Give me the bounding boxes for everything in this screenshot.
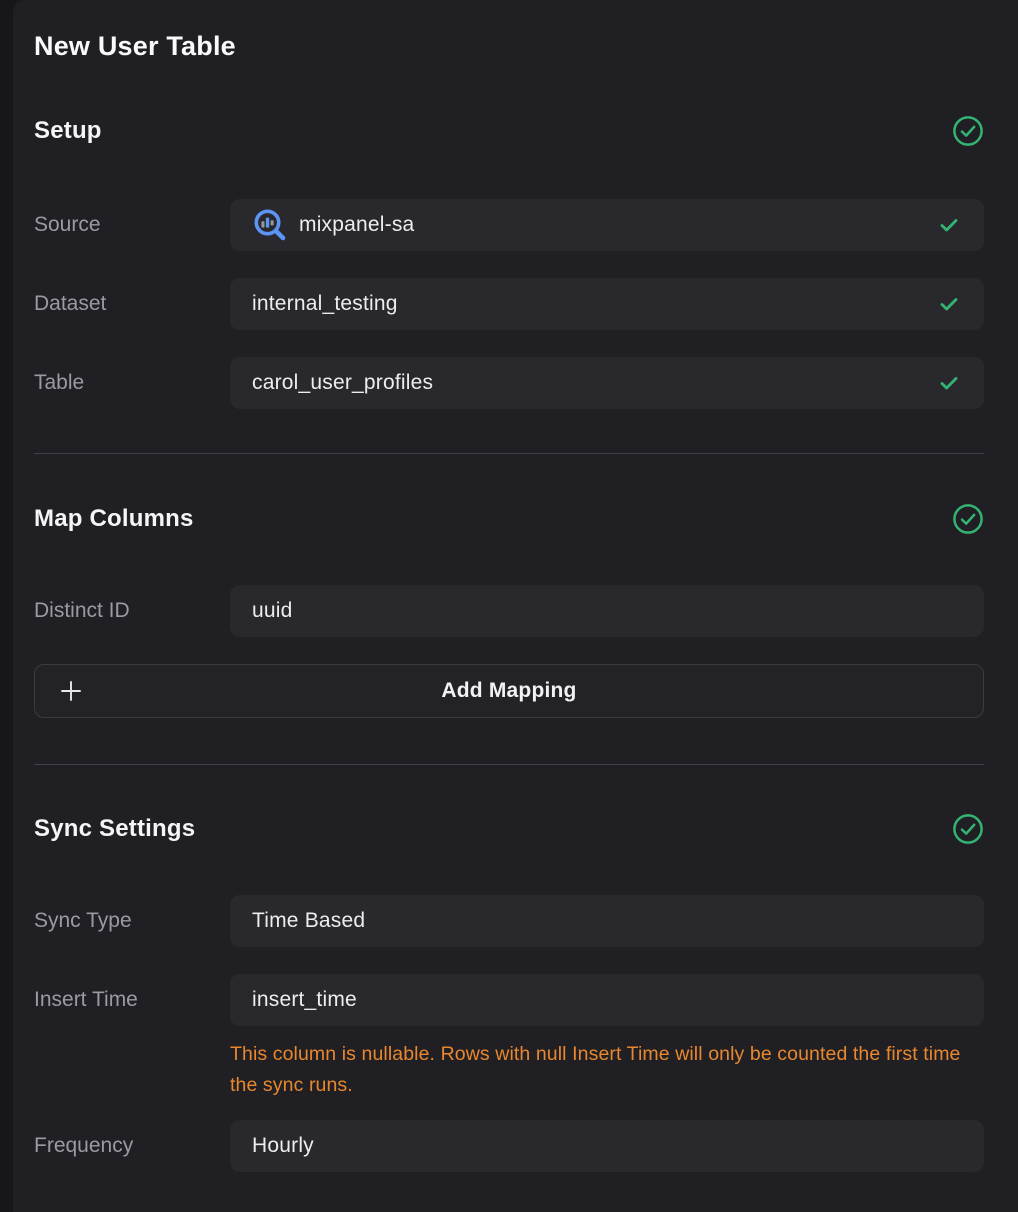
distinct-id-row: [34, 585, 984, 637]
check-circle-icon: [952, 115, 984, 147]
table-row: [34, 357, 984, 409]
insert-time-value: insert_time: [252, 988, 357, 1011]
insert-time-row: [34, 974, 984, 1026]
new-user-table-panel: [13, 0, 1018, 1212]
nullable-column-warning: This column is nullable. Rows with null Insert Time will only be counted the first time the sync runs.: [230, 1043, 961, 1096]
table-value: carol_user_profiles: [252, 371, 434, 394]
frequency-value: Hourly: [252, 1134, 314, 1157]
source-label: Source: [34, 213, 101, 236]
table-label: Table: [34, 371, 85, 394]
source-value: mixpanel-sa: [299, 213, 415, 236]
frequency-row: [34, 1120, 984, 1172]
map-columns-section-header: [34, 503, 984, 535]
table-field[interactable]: [230, 357, 984, 409]
section-divider: [34, 764, 984, 765]
frequency-field[interactable]: [230, 1120, 984, 1172]
sync-type-value: Time Based: [252, 909, 366, 932]
insert-time-label: Insert Time: [34, 988, 138, 1011]
dataset-label: Dataset: [34, 292, 107, 315]
check-icon: [938, 293, 960, 315]
dataset-row: [34, 278, 984, 330]
distinct-id-value: uuid: [252, 599, 293, 622]
check-icon: [938, 372, 960, 394]
sync-type-field[interactable]: [230, 895, 984, 947]
sync-settings-section-title: Sync Settings: [34, 815, 196, 842]
dataset-field[interactable]: [230, 278, 984, 330]
distinct-id-label: Distinct ID: [34, 599, 130, 622]
setup-section-header: [34, 115, 984, 147]
frequency-label: Frequency: [34, 1134, 134, 1157]
check-circle-icon: [952, 813, 984, 845]
sync-type-label: Sync Type: [34, 909, 132, 932]
source-field[interactable]: [230, 199, 984, 251]
sync-type-row: [34, 895, 984, 947]
sync-settings-section-header: [34, 813, 984, 845]
distinct-id-field[interactable]: [230, 585, 984, 637]
add-mapping-button[interactable]: [34, 664, 984, 718]
check-icon: [938, 214, 960, 236]
source-row: [34, 199, 984, 251]
section-divider: [34, 453, 984, 454]
check-circle-icon: [952, 503, 984, 535]
add-mapping-label: Add Mapping: [441, 679, 577, 702]
map-columns-section-title: Map Columns: [34, 505, 194, 532]
page-title: New User Table: [34, 31, 236, 61]
insert-time-field[interactable]: [230, 974, 984, 1026]
dataset-value: internal_testing: [252, 292, 398, 315]
setup-section-title: Setup: [34, 117, 102, 144]
bigquery-icon: [252, 207, 288, 243]
